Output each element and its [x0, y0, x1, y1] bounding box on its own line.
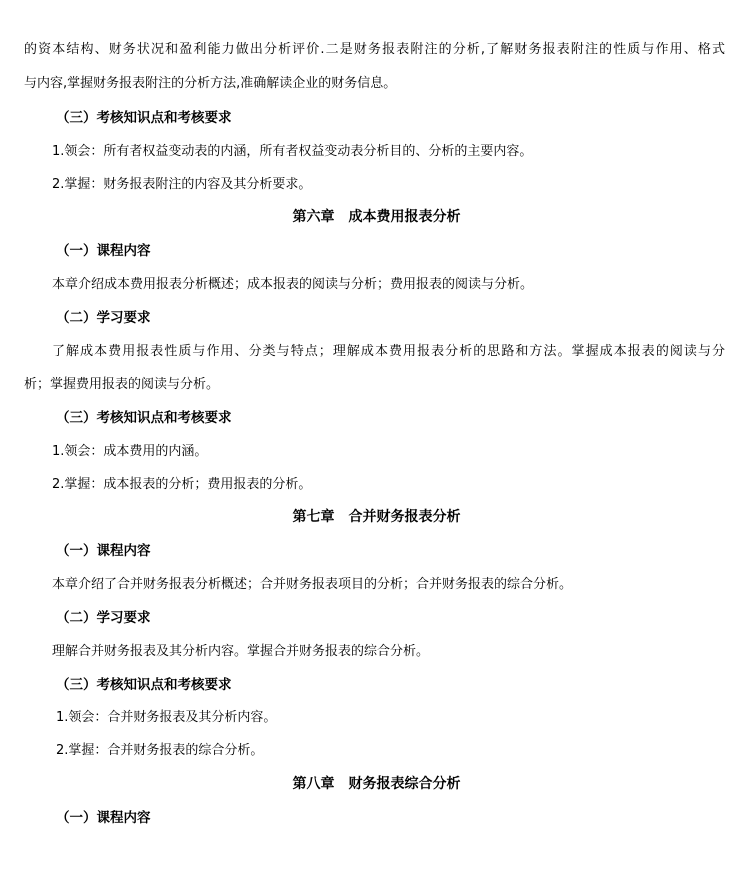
- section-heading: （三）考核知识点和考核要求: [56, 410, 232, 426]
- section-heading: （一）课程内容: [56, 810, 151, 826]
- list-item: 1.领会：所有者权益变动表的内涵，所有者权益变动表分析目的、分析的主要内容。: [52, 144, 533, 159]
- section-heading: （三）考核知识点和考核要求: [56, 677, 232, 693]
- section-heading: （一）课程内容: [56, 543, 151, 559]
- paragraph-line: 本章介绍了合并财务报表分析概述；合并财务报表项目的分析；合并财务报表的综合分析。: [52, 577, 573, 592]
- list-item: 2.掌握：财务报表附注的内容及其分析要求。: [52, 177, 312, 192]
- list-item: 2.掌握：成本报表的分析；费用报表的分析。: [52, 477, 312, 492]
- list-item: 1.领会：成本费用的内涵。: [52, 444, 208, 459]
- chapter-title: 第八章 财务报表综合分析: [292, 776, 461, 792]
- section-heading: （二）学习要求: [56, 610, 151, 626]
- chapter-title: 第六章 成本费用报表分析: [292, 209, 461, 225]
- paragraph-line: 与内容,掌握财务报表附注的分析方法,准确解读企业的财务信息。: [24, 76, 397, 91]
- paragraph-line: 了解成本费用报表性质与作用、分类与特点；理解成本费用报表分析的思路和方法。掌握成本报表的阅读与分: [52, 344, 725, 359]
- paragraph-line: 理解合并财务报表及其分析内容。掌握合并财务报表的综合分析。: [52, 644, 430, 659]
- paragraph-line: 的资本结构、财务状况和盈利能力做出分析评价.二是财务报表附注的分析,了解财务报表附注的性质与作用、格式: [24, 42, 725, 57]
- paragraph-line: 析；掌握费用报表的阅读与分析。: [24, 377, 220, 392]
- section-heading: （三）考核知识点和考核要求: [56, 110, 232, 126]
- paragraph-line: 本章介绍成本费用报表分析概述；成本报表的阅读与分析；费用报表的阅读与分析。: [52, 277, 534, 292]
- list-item: 1.领会：合并财务报表及其分析内容。: [56, 710, 277, 725]
- section-heading: （二）学习要求: [56, 310, 151, 326]
- list-item: 2.掌握：合并财务报表的综合分析。: [56, 743, 264, 758]
- section-heading: （一）课程内容: [56, 243, 151, 259]
- chapter-title: 第七章 合并财务报表分析: [292, 509, 461, 525]
